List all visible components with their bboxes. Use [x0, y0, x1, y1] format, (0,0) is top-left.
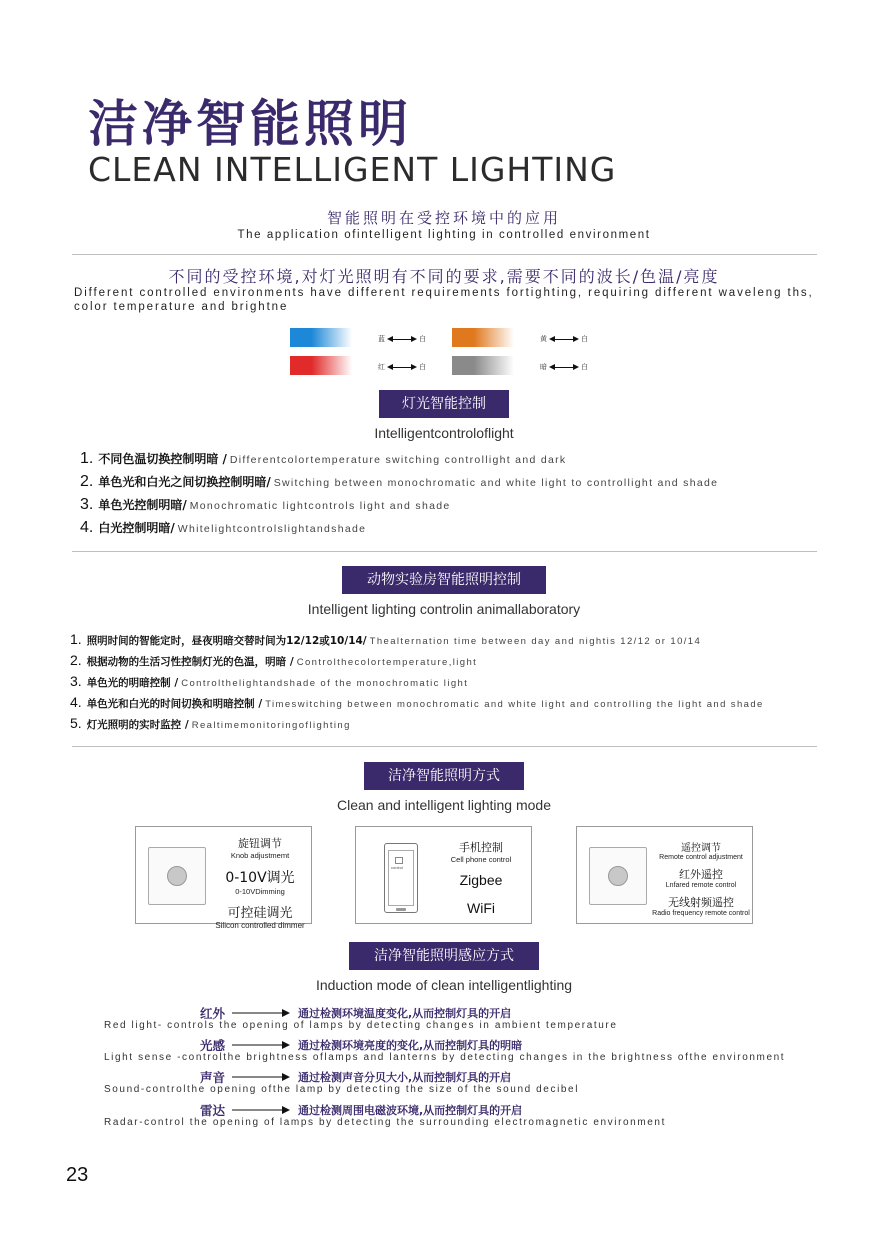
section-badge-lighting-mode: 洁净智能照明方式: [364, 762, 524, 790]
subtitle-en: The application ofintelligent lighting in controlled environment: [237, 229, 651, 241]
item-number: 3.: [80, 496, 94, 513]
knob-opt1: 0-10V调光: [225, 870, 295, 886]
induction-en: Light sense -controlthe brightness oflamps and lanterns by detecting changes in the brightness ofthe environment: [104, 1052, 786, 1063]
knob-opt2: 可控硅调光: [227, 906, 293, 921]
remote-opt1-en: Lnfared remote control: [665, 882, 737, 889]
item-en: Controlthelightandshade of the monochromatic light: [181, 678, 469, 689]
swatch-from: 黄: [540, 336, 547, 343]
knob-icon: [608, 866, 628, 886]
list-item: [70, 694, 764, 711]
induction-label: 红外: [200, 1006, 226, 1021]
induction-en: Sound-controlthe opening ofthe lamp by detecting the size of the sound decibel: [104, 1084, 580, 1095]
double-arrow-icon: [387, 364, 417, 371]
item-en: Whitelightcontrolslightandshade: [177, 523, 367, 535]
induction-desc: 通过检测声音分贝大小,从而控制灯具的开启: [298, 1071, 512, 1084]
list-item: [70, 652, 477, 669]
induction-desc: 通过检测周围电磁波环境,从而控制灯具的开启: [298, 1104, 523, 1117]
phone-title-en: Cell phone control: [450, 855, 512, 864]
induction-desc: 通过检测环境温度变化,从而控制灯具的开启: [298, 1007, 512, 1020]
remote-opt2: 无线射频遥控: [668, 896, 734, 909]
remote-title-en: Remote control adjustment: [659, 854, 743, 861]
page-title-cn: 洁净智能照明: [88, 95, 412, 153]
swatch-to: 白: [419, 364, 426, 371]
knob-control-box: [135, 826, 312, 930]
double-arrow-icon: [549, 364, 579, 371]
item-cn: 单色光和白光之间切换控制明暗/: [98, 475, 271, 489]
item-number: 3.: [70, 673, 82, 689]
list-item: [80, 450, 566, 468]
knob-title-en: Knob adjustmemt: [230, 851, 290, 860]
section-title-en: Induction mode of clean intelligentlighting: [315, 977, 573, 993]
item-number: 4.: [70, 694, 82, 710]
remote-opt1: 红外遥控: [679, 868, 723, 881]
double-arrow-icon: [549, 336, 579, 343]
knob-text: [212, 835, 308, 930]
item-en: Realtimemonitoringoflighting: [191, 720, 351, 731]
knob-opt1-en: 0-10VDimming: [235, 887, 285, 896]
page-number: 23: [66, 1164, 89, 1186]
swatch-label-yellow: [540, 334, 588, 344]
item-cn: 单色光和白光的时间切换和明暗控制 /: [86, 698, 263, 710]
arrow-right-icon: [232, 1106, 290, 1114]
item-cn: 不同色温切换控制明暗 /: [98, 452, 227, 466]
swatch-label-dark: [540, 362, 588, 372]
item-number: 2.: [80, 473, 94, 490]
remote-control-box: [576, 826, 753, 924]
item-cn: 照明时间的智能定时，昼夜明暗交替时间为12/12或10/14/: [86, 635, 367, 647]
section-title-en: Intelligent lighting controlin animallaboratory: [307, 601, 581, 617]
swatch-label-red: [378, 362, 426, 372]
wall-panel: [148, 847, 206, 905]
section-badge-induction: 洁净智能照明感应方式: [349, 942, 539, 970]
phone-opt2: WiFi: [467, 900, 495, 916]
section-badge-animal-lab: 动物实验房智能照明控制: [342, 566, 546, 594]
divider: [72, 551, 817, 552]
remote-title: 遥控调节: [681, 843, 721, 854]
swatch-to: 白: [581, 336, 588, 343]
item-number: 1.: [80, 450, 94, 467]
item-cn: 白光控制明暗/: [98, 521, 175, 535]
arrow-right-icon: [232, 1009, 290, 1017]
wall-panel: [589, 847, 647, 905]
item-number: 4.: [80, 519, 94, 536]
requirement-en: Different controlled environments have different requirements fortighting, requiring different waveleng ths, color temperature and brightne: [74, 287, 814, 313]
phone-opt1: Zigbee: [459, 872, 503, 888]
swatch-label-blue: [378, 334, 426, 344]
list-item: [70, 673, 468, 690]
induction-label: 雷达: [200, 1103, 226, 1118]
page-title-en: CLEAN INTELLIGENT LIGHTING: [88, 150, 617, 189]
induction-desc: 通过检测环境亮度的变化,从而控制灯具的明暗: [298, 1039, 523, 1052]
item-en: Switching between monochromatic and white light to controllight and shade: [273, 477, 719, 489]
list-item: [70, 631, 701, 648]
section-title-en: Intelligentcontroloflight: [374, 425, 514, 441]
list-item: [80, 519, 366, 537]
item-en: Monochromatic lightcontrols light and shade: [189, 500, 451, 512]
item-cn: 灯光照明的实时监控 /: [86, 719, 189, 731]
swatch-yellow-white: [452, 328, 514, 347]
divider: [72, 254, 817, 255]
item-cn: 单色光控制明暗/: [98, 498, 187, 512]
remote-opt2-en: Radio frequency remote control: [652, 910, 750, 917]
item-en: Timeswitching between monochromatic and white light and controlling the light and shade: [265, 699, 764, 710]
phone-icon: [384, 843, 418, 913]
item-en: Controlthecolortemperature,light: [296, 657, 478, 668]
induction-label: 光感: [200, 1038, 226, 1053]
arrow-right-icon: [232, 1073, 290, 1081]
home-button: [396, 908, 406, 911]
knob-opt2-en: Silicon controlled dimmer: [215, 921, 305, 930]
swatch-from: 蓝: [378, 336, 385, 343]
item-number: 1.: [70, 631, 82, 647]
double-arrow-icon: [387, 336, 417, 343]
requirement-cn: 不同的受控环境,对灯光照明有不同的要求,需要不同的波长/色温/亮度: [168, 267, 720, 286]
app-icon: [395, 857, 403, 864]
knob-icon: [167, 866, 187, 886]
swatch-from: 红: [378, 364, 385, 371]
subtitle-cn: 智能照明在受控环境中的应用: [326, 209, 561, 227]
phone-title: 手机控制: [459, 841, 503, 854]
swatch-to: 白: [419, 336, 426, 343]
induction-label: 声音: [200, 1070, 226, 1085]
remote-text: [649, 839, 753, 917]
swatch-to: 白: [581, 364, 588, 371]
phone-text: [436, 839, 526, 916]
item-cn: 根据动物的生活习性控制灯光的色温，明暗 /: [86, 656, 294, 668]
divider: [72, 746, 817, 747]
section-badge-light-control: 灯光智能控制: [379, 390, 509, 418]
phone-control-box: [355, 826, 532, 924]
induction-en: Red light- controls the opening of lamps by detecting changes in ambient temperature: [104, 1020, 618, 1031]
item-en: Differentcolortemperature switching controllight and dark: [229, 454, 567, 466]
arrow-right-icon: [232, 1041, 290, 1049]
item-en: Thealternation time between day and nightis 12/12 or 10/14: [369, 636, 702, 647]
list-item: [70, 715, 351, 732]
section-title-en: Clean and intelligent lighting mode: [336, 797, 552, 813]
item-cn: 单色光的明暗控制 /: [86, 677, 179, 689]
app-label: control: [391, 865, 404, 870]
item-number: 5.: [70, 715, 82, 731]
knob-title: 旋钮调节: [238, 837, 282, 850]
swatch-blue-white: [290, 328, 352, 347]
phone-screen: [388, 850, 414, 906]
list-item: [80, 496, 451, 514]
swatch-dark-white: [452, 356, 514, 375]
swatch-red-white: [290, 356, 352, 375]
induction-en: Radar-control the opening of lamps by detecting the surrounding electromagnetic environment: [104, 1117, 666, 1128]
swatch-from: 暗: [540, 364, 547, 371]
list-item: [80, 473, 718, 491]
item-number: 2.: [70, 652, 82, 668]
